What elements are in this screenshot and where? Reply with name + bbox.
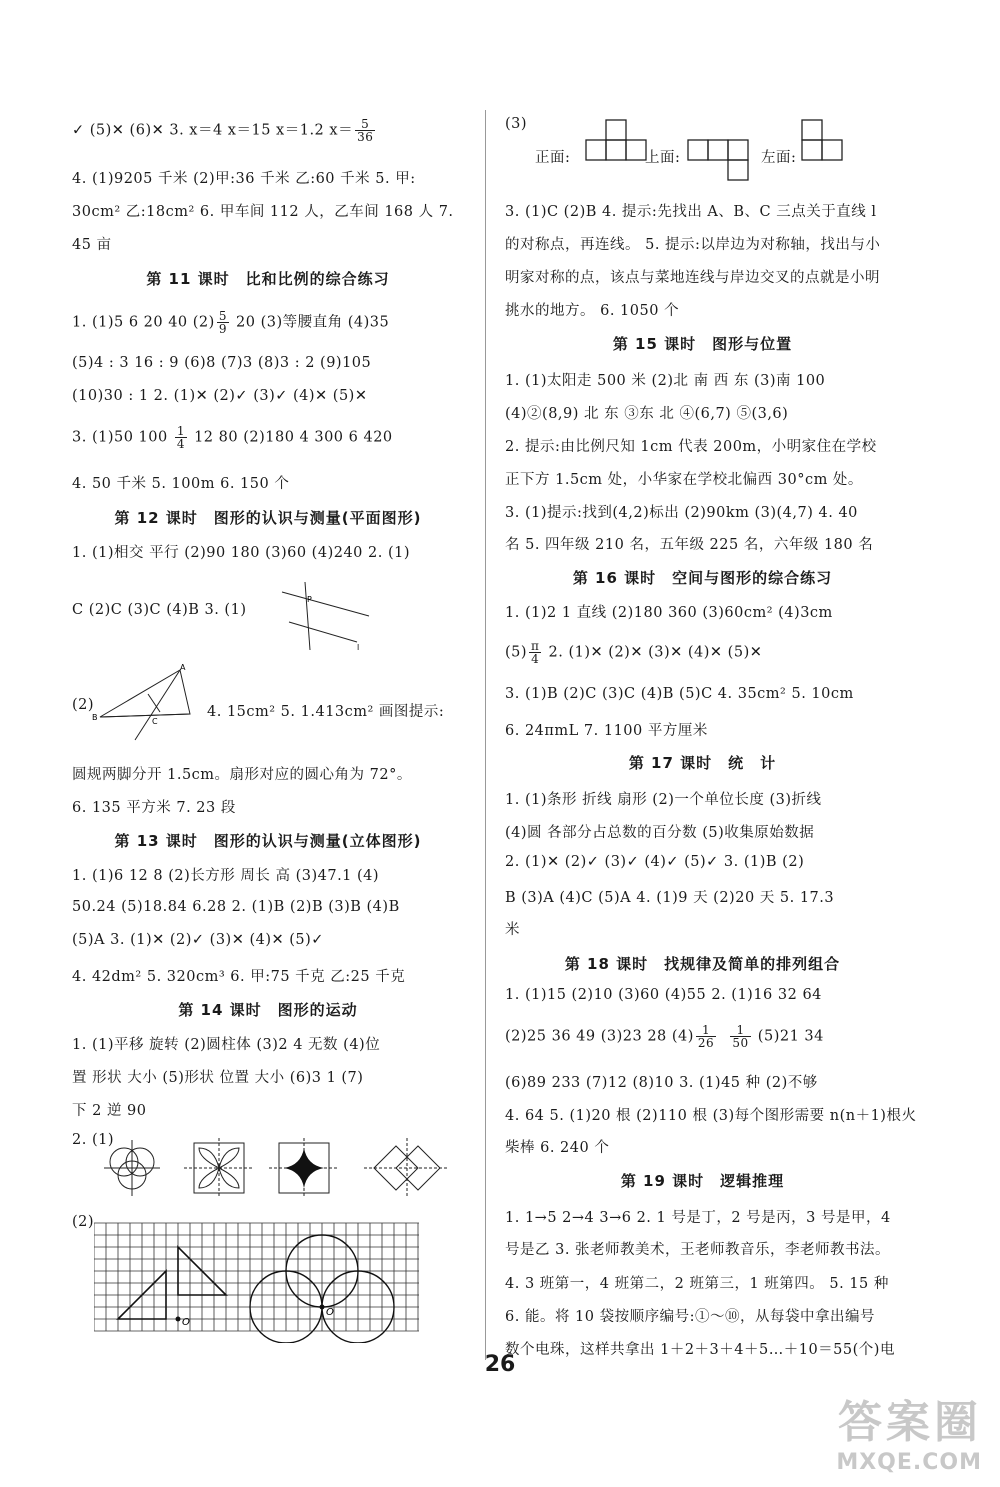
answer-line: 1. (1)2 1 直线 (2)180 360 (3)60cm² (4)3cm <box>505 605 833 621</box>
fraction <box>355 118 375 143</box>
answer-line: 明家对称的点，该点与菜地连线与岸边交叉的点就是小明 <box>505 270 880 286</box>
text: (5) <box>505 644 528 661</box>
section-heading: 第 14 课时 图形的运动 <box>178 1001 358 1019</box>
text: 2. (1)✕ (2)✕ (3)✕ (4)✕ (5)✕ <box>543 644 763 661</box>
denominator: 4 <box>531 652 540 666</box>
answer-line: 6. 24πmL 7. 1100 平方厘米 <box>505 723 708 739</box>
answer-line: 正下方 1.5cm 处，小华家在学校北偏西 30°cm 处。 <box>505 472 863 488</box>
section-heading: 第 12 课时 图形的认识与测量(平面图形) <box>114 509 422 527</box>
text: (2)25 36 49 (3)23 28 (4) <box>505 1028 694 1045</box>
answer-line: 4. (1)9205 千米 (2)甲:36 千米 乙:60 千米 5. 甲: <box>72 171 416 187</box>
label-o: O <box>182 1317 190 1328</box>
answer-line: (3) <box>505 116 528 132</box>
label-c: C <box>152 717 158 726</box>
fraction <box>696 1024 716 1049</box>
column-divider <box>485 110 486 1360</box>
answer-line: C (2)C (3)C (4)B 3. (1) <box>72 602 247 618</box>
answer-line: (4)圆 各部分占总数的百分数 (5)收集原始数据 <box>505 825 815 841</box>
answer-line: 1. (1)条形 折线 扇形 (2)一个单位长度 (3)折线 <box>505 792 822 808</box>
triangle-figure <box>90 662 200 742</box>
answer-line: 挑水的地方。 6. 1050 个 <box>505 303 680 319</box>
section-heading: 第 15 课时 图形与位置 <box>612 335 793 353</box>
numerator: π <box>531 639 540 653</box>
fraction <box>529 640 541 665</box>
fraction <box>217 310 229 335</box>
answer-line: 4. 42dm² 5. 320cm³ 6. 甲:75 千克 乙:25 千克 <box>72 969 406 985</box>
view-label: 正面: <box>535 150 571 166</box>
answer-line: 4. 3 班第一，4 班第二，2 班第三，1 班第四。 5. 15 种 <box>505 1276 889 1292</box>
answer-line: 30cm² 乙:18cm² 6. 甲车间 112 人，乙车间 168 人 7. <box>72 204 454 220</box>
left-view-figure <box>801 116 851 164</box>
fraction <box>175 425 187 450</box>
circles-pattern <box>104 1140 160 1196</box>
text: ✓ (5)✕ (6)✕ 3. x＝4 x＝15 x＝1.2 x＝ <box>72 122 354 139</box>
answer-line: B (3)A (4)C (5)A 4. (1)9 天 (2)20 天 5. 17.3 <box>505 890 835 906</box>
grid-transformation-figure <box>94 1218 424 1343</box>
answer-line: 6. 能。将 10 袋按顺序编号:①～⑩，从每袋中拿出编号 <box>505 1309 875 1325</box>
denominator: 9 <box>218 322 227 336</box>
numerator: 1 <box>696 1024 716 1037</box>
parallel-lines-figure <box>277 580 377 655</box>
denominator: 36 <box>357 130 374 144</box>
leaf-square-pattern <box>184 1138 254 1198</box>
answer-line: 2. 提示:由比例尺知 1cm 代表 200m，小明家住在学校 <box>505 439 877 455</box>
answer-line: 50.24 (5)18.84 6.28 2. (1)B (2)B (3)B (4)B <box>72 899 400 915</box>
answer-line: 3. (1)提示:找到(4,2)标出 (2)90km (3)(4,7) 4. 40 <box>505 505 858 521</box>
label-b: B <box>92 713 98 722</box>
diamonds-pattern <box>364 1138 449 1198</box>
watermark-url: MXQE.COM <box>836 1450 982 1475</box>
answer-line: 3. (1)B (2)C (3)C (4)B (5)C 4. 35cm² 5. 10cm <box>505 686 854 702</box>
numerator: 5 <box>355 118 375 131</box>
fraction <box>730 1024 750 1049</box>
view-label: 上面: <box>645 150 681 166</box>
answer-line: 2. (1)✕ (2)✓ (3)✓ (4)✓ (5)✓ 3. (1)B (2) <box>505 854 805 870</box>
answer-line: (2) <box>72 1214 95 1230</box>
section-heading: 第 17 课时 统 计 <box>628 754 777 772</box>
section-heading: 第 13 课时 图形的认识与测量(立体图形) <box>114 832 422 850</box>
answer-line <box>72 118 377 143</box>
text: (2) <box>72 697 95 713</box>
section-heading: 第 11 课时 比和比例的综合练习 <box>146 270 390 288</box>
answer-line: 名 5. 四年级 210 名，五年级 225 名，六年级 180 名 <box>505 537 874 553</box>
answer-line: 3. (1)C (2)B 4. 提示:先找出 A、B、C 三点关于直线 l <box>505 204 877 220</box>
section-heading: 第 19 课时 逻辑推理 <box>620 1172 785 1190</box>
page-number: 26 <box>484 1352 516 1377</box>
numerator: 1 <box>730 1024 750 1037</box>
answer-line: 圆规两脚分开 1.5cm。扇形对应的圆心角为 72°。 <box>72 767 412 783</box>
answer-line: 45 亩 <box>72 237 112 253</box>
answer-line: 1. (1)15 (2)10 (3)60 (4)55 2. (1)16 32 64 <box>505 987 822 1003</box>
answer-line: 6. 135 平方米 7. 23 段 <box>72 800 236 816</box>
label-a: A <box>180 663 186 672</box>
answer-line: 4. 64 5. (1)20 根 (2)110 根 (3)每个图形需要 n(n＋1)根火 <box>505 1108 917 1124</box>
text: 3. (1)50 100 <box>72 429 173 446</box>
label-l: l <box>357 643 360 652</box>
answer-line: 下 2 逆 90 <box>72 1103 147 1119</box>
section-heading: 第 18 课时 找规律及简单的排列组合 <box>564 955 841 973</box>
answer-line: 1. (1)平移 旋转 (2)圆柱体 (3)2 4 无数 (4)位 <box>72 1037 381 1053</box>
answer-line: (5)4 : 3 16 : 9 (6)8 (7)3 (8)3 : 2 (9)105 <box>72 355 372 371</box>
denominator: 4 <box>176 437 185 451</box>
answer-line: (4)②(8,9) 北 东 ③东 北 ④(6,7) ⑤(3,6) <box>505 406 789 422</box>
answer-line: 号是乙 3. 张老师教美术，王老师教音乐，李老师教书法。 <box>505 1242 891 1258</box>
answer-line <box>72 425 393 450</box>
denominator: 26 <box>697 1036 715 1050</box>
label-p: P <box>307 595 312 604</box>
denominator: 50 <box>732 1036 749 1050</box>
answer-line: 柴棒 6. 240 个 <box>505 1140 610 1156</box>
numerator: 5 <box>218 309 227 323</box>
view-label: 左面: <box>761 150 797 166</box>
answer-line: (6)89 233 (7)12 (8)10 3. (1)45 种 (2)不够 <box>505 1075 818 1091</box>
text: 20 (3)等腰直角 (4)35 <box>230 314 390 331</box>
answer-line: 的对称点，再连线。 5. 提示:以岸边为对称轴，找出与小 <box>505 237 881 253</box>
top-view-figure <box>687 134 757 186</box>
answer-line: 1. 1→5 2→4 3→6 2. 1 号是丁，2 号是丙，3 号是甲，4 <box>505 1210 891 1226</box>
section-heading: 第 16 课时 空间与图形的综合练习 <box>572 569 833 587</box>
answer-line: 1. (1)6 12 8 (2)长方形 周长 高 (3)47.1 (4) <box>72 868 380 884</box>
answer-line <box>72 310 389 335</box>
answer-line: (5)A 3. (1)✕ (2)✓ (3)✕ (4)✕ (5)✓ <box>72 932 324 948</box>
answer-line: 4. 50 千米 5. 100m 6. 150 个 <box>72 476 290 492</box>
answer-line: 4. 15cm² 5. 1.413cm² 画图提示: <box>207 704 445 720</box>
text: (5)21 34 <box>752 1028 824 1045</box>
symmetry-patterns-figure <box>104 1138 449 1198</box>
answer-line: 1. (1)相交 平行 (2)90 180 (3)60 (4)240 2. (1) <box>72 545 410 561</box>
answer-line: 置 形状 大小 (5)形状 位置 大小 (6)3 1 (7) <box>72 1070 364 1086</box>
text: 12 80 (2)180 4 300 6 420 <box>188 429 393 446</box>
star-square-pattern <box>269 1138 339 1198</box>
watermark-logo <box>836 1386 982 1475</box>
answer-line: 米 <box>505 922 520 938</box>
label-o: O <box>326 1307 334 1318</box>
watermark-text: 答案圈 <box>838 1397 982 1448</box>
answer-line: 2. (1) <box>72 1132 114 1148</box>
answer-line: (10)30 : 1 2. (1)✕ (2)✓ (3)✓ (4)✕ (5)✕ <box>72 388 368 404</box>
answer-line: 数个电珠，这样共拿出 1＋2＋3＋4＋5…＋10＝55(个)电 <box>505 1342 895 1358</box>
answer-line <box>505 1024 824 1049</box>
text: 1. (1)5 6 20 40 (2) <box>72 314 215 331</box>
answer-line <box>505 640 762 665</box>
numerator: 1 <box>176 424 185 438</box>
answer-line: 1. (1)太阳走 500 米 (2)北 南 西 东 (3)南 100 <box>505 373 826 389</box>
